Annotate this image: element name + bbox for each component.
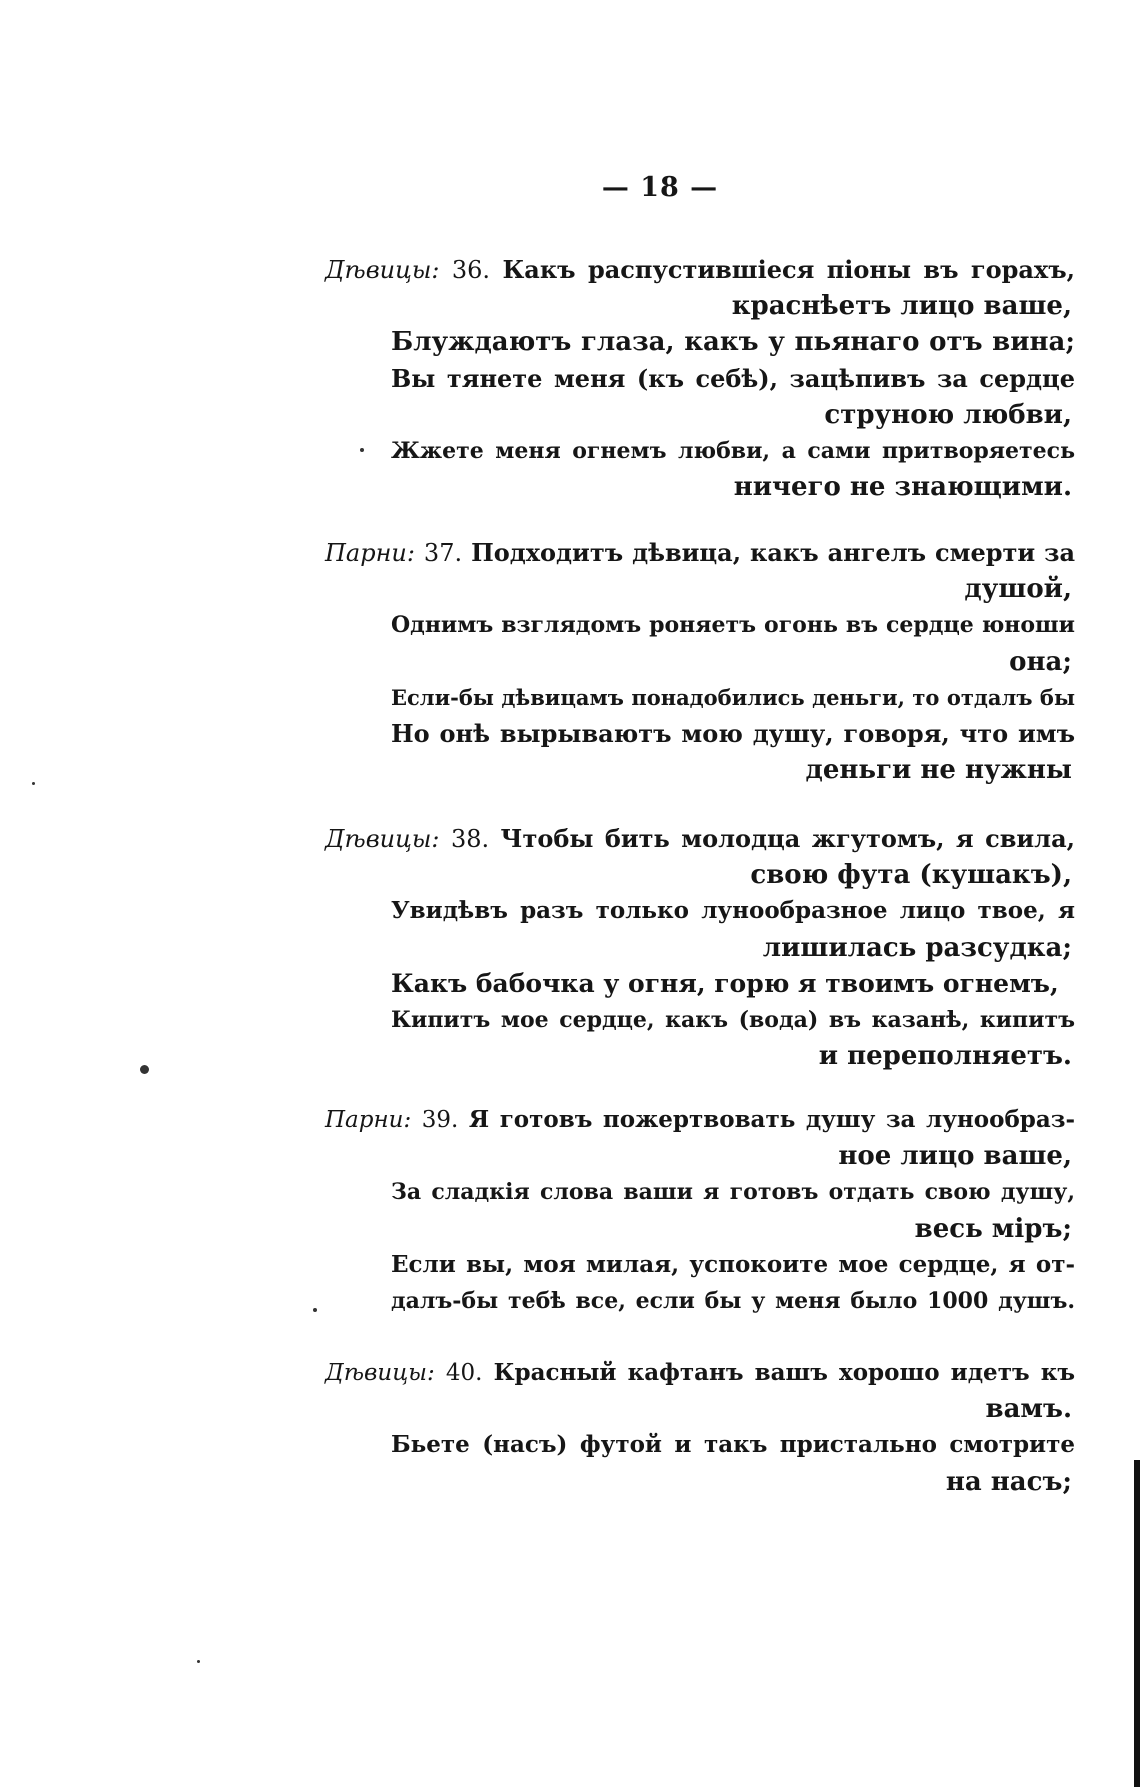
ink-speck [197,1660,200,1663]
verse-line-continuation: на насъ; [945,1466,1072,1497]
verse-line: Какъ бабочка у огня, горю я твоимъ огнемъ, [391,968,1059,998]
ink-speck [313,1308,317,1312]
verse-text: Чтобы бить молодца жгутомъ, я свила, [500,824,1076,853]
verse-number: 37. [423,539,463,567]
verse-line: Если вы, моя милая, успокоите мое сердце, я от- [391,1250,1075,1278]
stanza-first-line [325,252,1075,288]
verse-line: За сладкія слова ваши я готовъ отдать свою душу, [391,1179,1075,1206]
verse-line-continuation: она; [1009,646,1072,677]
verse-line-continuation: вамъ. [985,1394,1072,1425]
verse-number: 38. [450,825,490,853]
verse-line-continuation: ничего не знающими. [733,472,1072,503]
verse-text: Какъ распустившіеся піоны въ горахъ, [502,255,1075,284]
verse-number: 39. [421,1107,459,1133]
stanza-first-line [325,821,1075,857]
verse-line: Увидѣвъ разъ только лунообразное лицо твое, я [391,897,1075,925]
speaker-label: Парни: [325,1107,412,1133]
verse-line-continuation: струною любви, [824,399,1072,430]
page-number: — 18 — [601,172,719,203]
verse-line-continuation: лишилась разсудка; [762,932,1072,963]
verse-line-continuation: душой, [964,574,1072,605]
verse-line-continuation: ное лицо ваше, [838,1141,1072,1172]
verse-number: 40. [445,1360,483,1386]
verse-line: Однимъ взглядомъ роняетъ огонь въ сердце юноши [391,612,1075,639]
verse-text: Красный кафтанъ вашъ хорошо идетъ къ [493,1359,1075,1386]
stanza-first-line [325,1102,1075,1138]
verse-text: Я готовъ пожертвовать душу за лунообраз- [468,1106,1075,1133]
verse-line-continuation: и переполняетъ. [818,1041,1072,1072]
verse-text: Подходитъ дѣвица, какъ ангелъ смерти за [471,538,1076,567]
verse-line-continuation: краснѣетъ лицо ваше, [731,291,1072,322]
ink-speck [140,1065,149,1074]
verse-line: Кипитъ мое сердце, какъ (вода) въ казанѣ, кипитъ [391,1007,1075,1033]
speaker-label: Дѣвицы: [325,1360,435,1386]
ink-speck [32,782,35,785]
stanza-first-line [325,1355,1075,1391]
binding-edge [1134,1460,1140,1787]
verse-line-continuation: свою фута (кушакъ), [750,860,1072,891]
verse-line-continuation: деньги не нужны [805,755,1072,786]
speaker-label: Дѣвицы: [325,825,440,853]
ink-speck [360,448,364,452]
speaker-label: Дѣвицы: [325,256,440,284]
speaker-label: Парни: [325,539,415,567]
verse-line: Если-бы дѣвицамъ понадобились деньги, то отдалъ бы [391,684,1075,710]
verse-line: Но онѣ вырываютъ мою душу, говоря, что имъ [391,719,1075,748]
verse-number: 36. [451,256,491,284]
verse-line: Бьете (насъ) футой и такъ пристально смотрите [391,1431,1075,1459]
verse-line: Блуждаютъ глаза, какъ у пьянаго отъ вина; [391,327,1075,358]
verse-line: далъ-бы тебѣ все, если бы у меня было 1000 душъ. [391,1288,1075,1314]
verse-line: Вы тянете меня (къ себѣ), зацѣпивъ за сердце [391,363,1075,393]
stanza-first-line [325,535,1075,571]
verse-line-continuation: весь міръ; [914,1213,1072,1244]
verse-line: Жжете меня огнемъ любви, а сами притворяетесь [391,438,1075,464]
